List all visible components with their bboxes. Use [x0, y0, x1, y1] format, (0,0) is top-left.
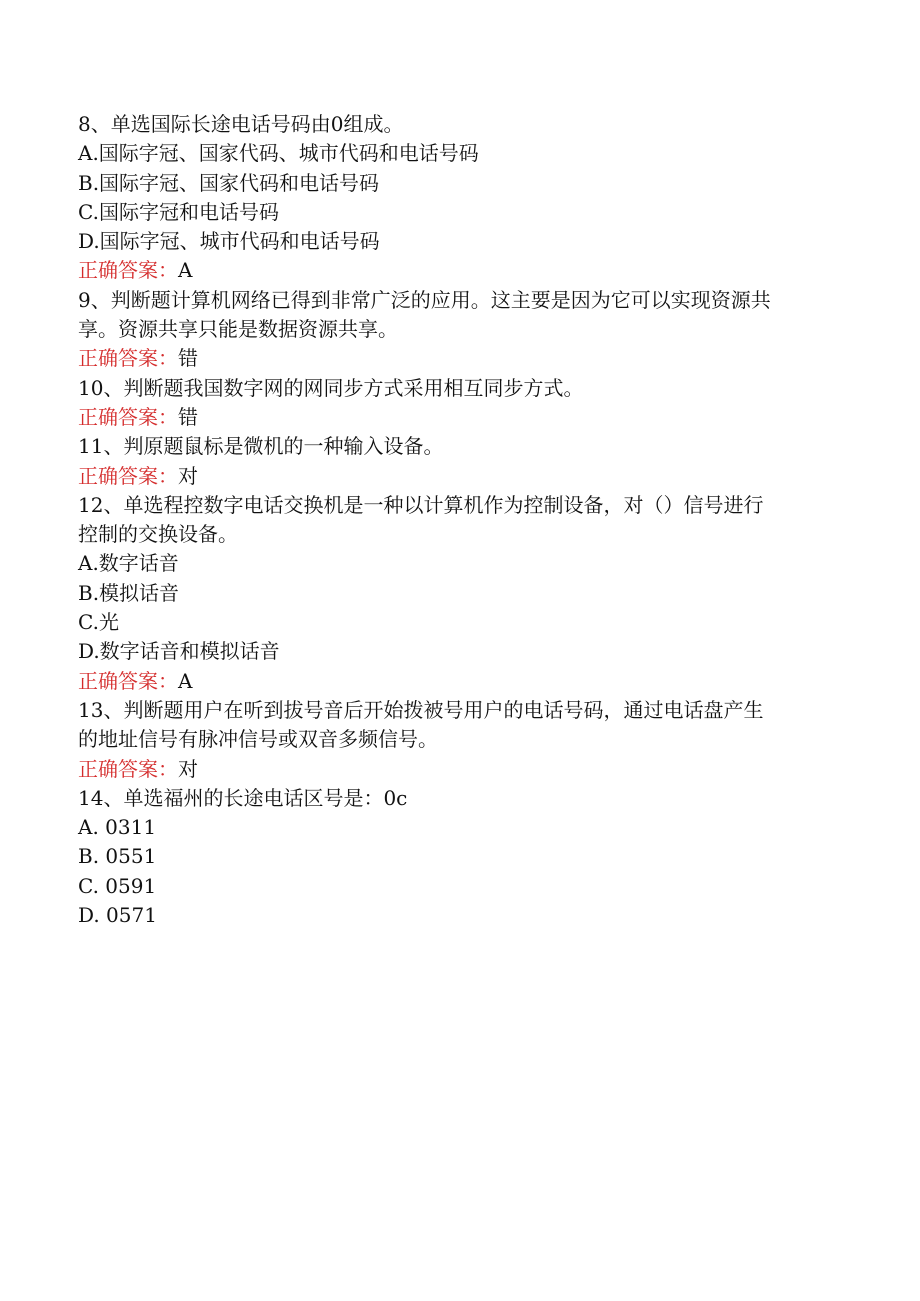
- question-list: [78, 110, 823, 930]
- question-8-answer: [78, 256, 823, 285]
- question-14-stem: 14、单选福州的长途电话区号是：0c: [78, 785, 408, 810]
- question-8-option-a: A.国际字冠、国家代码、城市代码和电话号码: [78, 141, 479, 166]
- question-9-stem-line-1: 9、判断题计算机网络已得到非常广泛的应用。这主要是因为它可以实现资源共: [78, 287, 771, 312]
- question-9-answer: [78, 344, 823, 373]
- question-8-option-d: D.国际字冠、城市代码和电话号码: [78, 229, 380, 254]
- answer-value: A: [178, 668, 193, 693]
- question-14-option-d: D. 0571: [78, 903, 157, 928]
- question-8-option-c: C.国际字冠和电话号码: [78, 199, 279, 224]
- question-12-option-d: D.数字话音和模拟话音: [78, 639, 280, 664]
- answer-value: 错: [178, 346, 198, 371]
- question-14-option-c: C. 0591: [78, 873, 157, 898]
- answer-label: 正确答案：: [78, 404, 178, 429]
- question-14-option-a: A. 0311: [78, 815, 157, 840]
- question-8-option-b: B.国际字冠、国家代码和电话号码: [78, 170, 380, 195]
- question-10-stem: 10、判断题我国数字网的网同步方式采用相互同步方式。: [78, 375, 584, 400]
- answer-label: 正确答案：: [78, 756, 178, 781]
- question-11-stem: 11、判原题鼠标是微机的一种输入设备。: [78, 434, 444, 459]
- question-9-stem-line-2: 享。资源共享只能是数据资源共享。: [78, 317, 398, 342]
- answer-value: 对: [178, 463, 198, 488]
- question-12-stem-line-1: 12、单选程控数字电话交换机是一种以计算机作为控制设备，对（）信号进行: [78, 492, 764, 517]
- question-12-answer: [78, 667, 823, 696]
- answer-label: 正确答案：: [78, 668, 178, 693]
- question-13-answer: [78, 755, 823, 784]
- question-12-stem-line-2: 控制的交换设备。: [78, 522, 238, 547]
- question-12-option-b: B.模拟话音: [78, 580, 180, 605]
- question-12-option-a: A.数字话音: [78, 551, 179, 576]
- answer-value: A: [178, 258, 193, 283]
- question-13-stem-line-1: 13、判断题用户在听到拔号音后开始拨被号用户的电话号码，通过电话盘产生: [78, 697, 764, 722]
- question-10-answer: [78, 403, 823, 432]
- answer-label: 正确答案：: [78, 258, 178, 283]
- question-12-option-c: C.光: [78, 610, 119, 635]
- answer-label: 正确答案：: [78, 463, 178, 488]
- question-13-stem-line-2: 的地址信号有脉冲信号或双音多频信号。: [78, 727, 438, 752]
- question-14-option-b: B. 0551: [78, 844, 157, 869]
- answer-value: 对: [178, 756, 198, 781]
- answer-label: 正确答案：: [78, 346, 178, 371]
- answer-value: 错: [178, 404, 198, 429]
- question-11-answer: [78, 462, 823, 491]
- question-8-stem: 8、单选国际长途电话号码由0组成。: [78, 112, 404, 136]
